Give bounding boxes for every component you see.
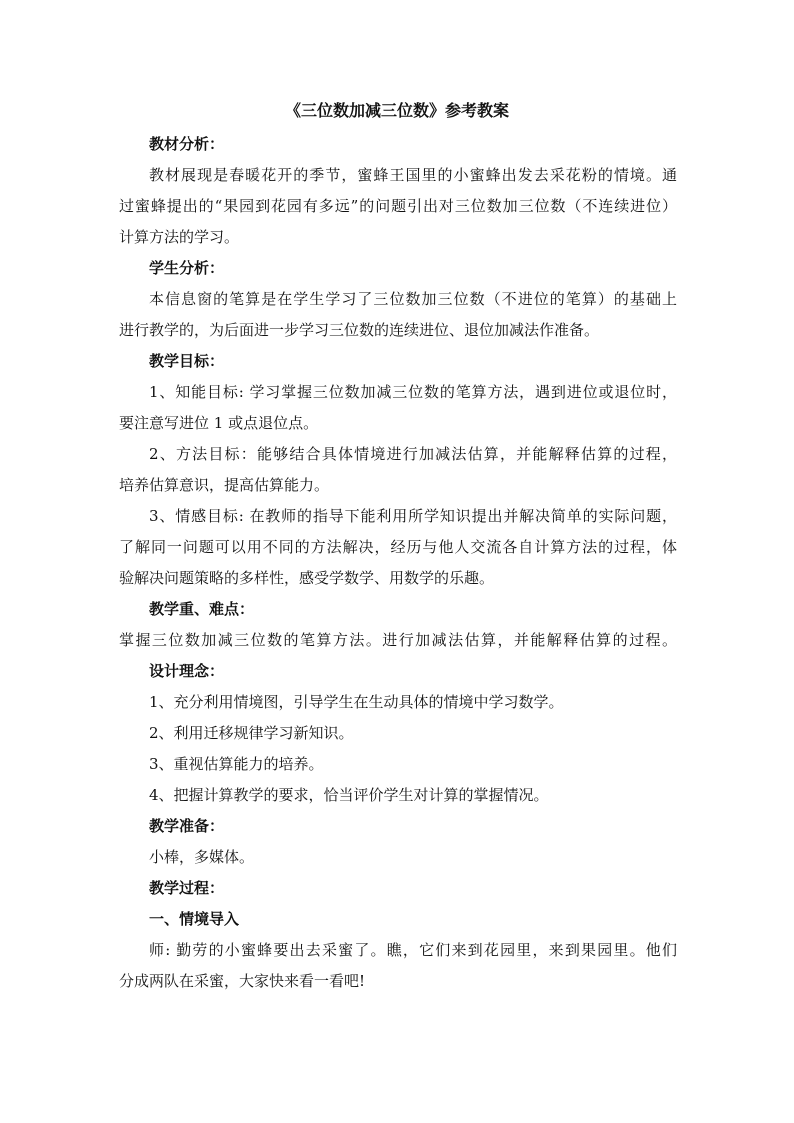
process-line-1: 师: 勤劳的小蜜蜂要出去采蜜了。瞧，它们来到花园里，来到果园里。他们 — [149, 941, 677, 959]
process-subheading: 一、情境导入 — [149, 910, 240, 928]
document-title: 《三位数加减三位数》参考教案 — [284, 101, 509, 120]
philosophy-item-1: 1、充分利用情境图，引导学生在生动具体的情境中学习数学。 — [149, 693, 564, 711]
student-line-1: 本信息窗的笔算是在学生学习了三位数加三位数（不进位的笔算）的基础上 — [149, 290, 677, 308]
material-line-2: 过蜜蜂提出的“果园到花园有多远”的问题引出对三位数加三位数（不连续进位） — [119, 197, 677, 215]
process-line-2: 分成两队在采蜜，大家快来看一看吧! — [119, 972, 366, 990]
document-body — [119, 129, 677, 997]
material-line-1: 教材展现是春暖花开的季节，蜜蜂王国里的小蜜蜂出发去采花粉的情境。通 — [149, 166, 677, 184]
philosophy-item-4: 4、把握计算教学的要求，恰当评价学生对计算的掌握情况。 — [149, 786, 549, 804]
section-heading-material: 教材分析： — [149, 135, 225, 153]
goal-3-line-1: 3、情感目标: 在教师的指导下能利用所学知识提出并解决简单的实际问题， — [149, 507, 677, 525]
prep-line: 小棒，多媒体。 — [149, 848, 255, 866]
student-line-2: 进行教学的，为后面进一步学习三位数的连续进位、退位加减法作准备。 — [119, 321, 600, 339]
goal-2-line-1: 2、方法目标：能够结合具体情境进行加减法估算，并能解释估算的过程， — [149, 445, 677, 463]
section-heading-goals: 教学目标： — [149, 352, 225, 370]
goal-2-line-2: 培养估算意识，提高估算能力。 — [119, 476, 330, 494]
goal-3-line-2: 了解同一问题可以用不同的方法解决，经历与他人交流各自计算方法的过程，体 — [119, 538, 677, 556]
material-line-3: 计算方法的学习。 — [119, 228, 240, 246]
section-heading-keypoints: 教学重、难点： — [149, 600, 255, 618]
section-heading-process: 教学过程： — [149, 879, 225, 897]
goal-1-line-2: 要注意写进位 1 或点退位点。 — [119, 414, 319, 432]
philosophy-item-3: 3、重视估算能力的培养。 — [149, 755, 324, 773]
section-heading-student: 学生分析： — [149, 259, 225, 277]
philosophy-item-2: 2、利用迁移规律学习新知识。 — [149, 724, 354, 742]
goal-3-line-3: 验解决问题策略的多样性，感受学数学、用数学的乐趣。 — [119, 569, 495, 587]
goal-1-line-1: 1、知能目标: 学习掌握三位数加减三位数的笔算方法，遇到进位或退位时， — [149, 383, 677, 401]
keypoints-line: 掌握三位数加减三位数的笔算方法。进行加减法估算，并能解释估算的过程。 — [119, 631, 677, 649]
section-heading-philosophy: 设计理念： — [149, 662, 225, 680]
section-heading-prep: 教学准备： — [149, 817, 225, 835]
